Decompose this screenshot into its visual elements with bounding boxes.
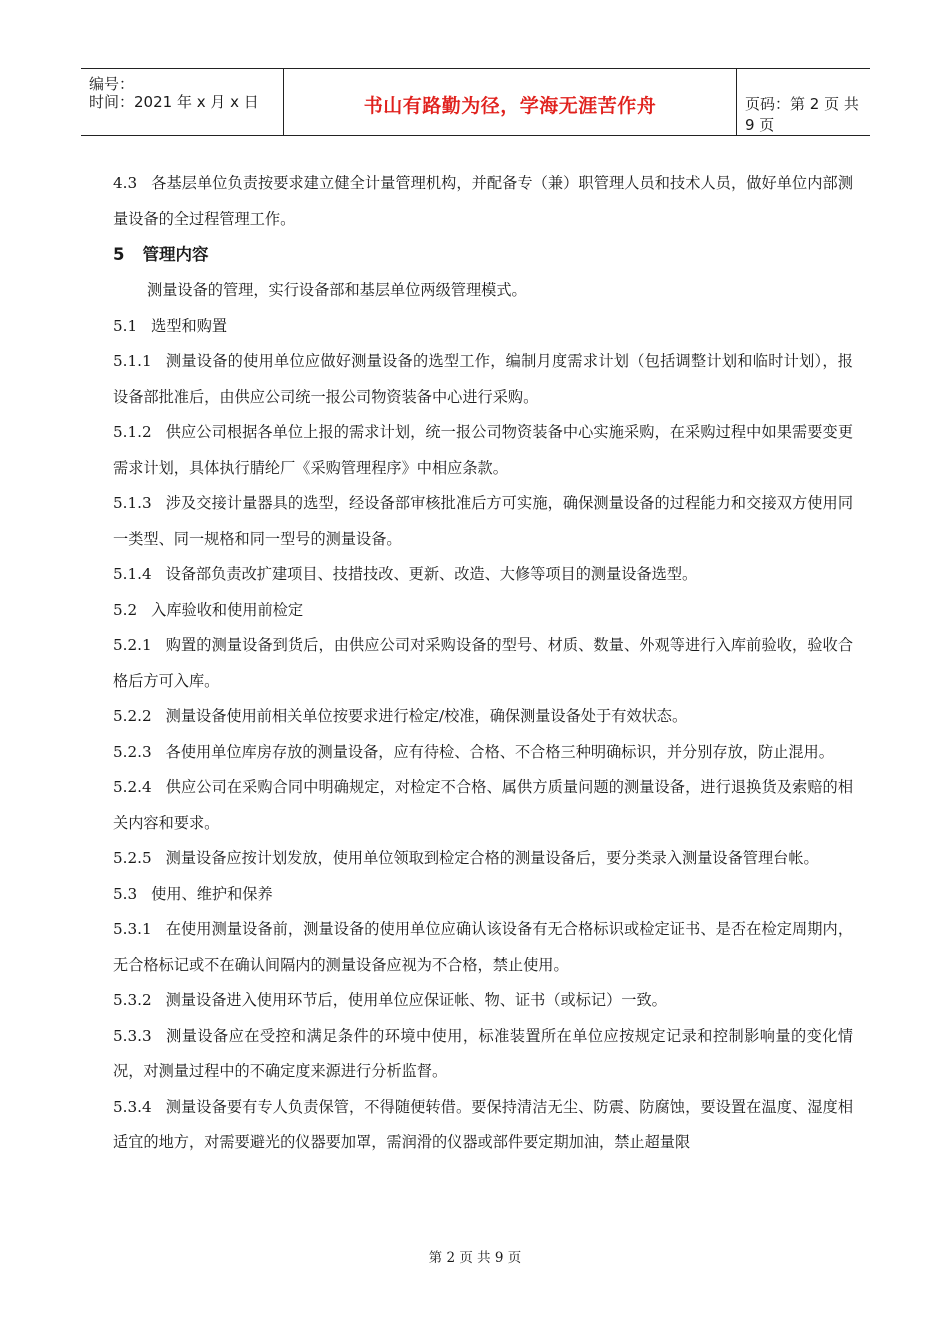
section-heading-5: 5 管理内容 bbox=[113, 245, 209, 264]
time-label: 时间：2021 年 x 月 x 日 bbox=[89, 93, 259, 111]
clause-5-2-5: 5.2.5 测量设备应按计划发放，使用单位领取到检定合格的测量设备后，要分类录入测量设备管理台帐。 bbox=[113, 849, 819, 867]
document-header bbox=[81, 68, 870, 136]
clause-5-1-3: 5.1.3 涉及交接计量器具的选型，经设备部审核批准后方可实施，确保测量设备的过程能力和交接双方使用同一类型、同一规格和同一型号的测量设备。 bbox=[113, 494, 853, 548]
code-label: 编号： bbox=[89, 75, 135, 93]
header-motto: 书山有路勤为径，学海无涯苦作舟 bbox=[363, 95, 657, 117]
subsection-5-1: 5.1 选型和购置 bbox=[113, 316, 228, 335]
clause-5-2-1: 5.2.1 购置的测量设备到货后，由供应公司对采购设备的型号、材质、数量、外观等进行入库前验收，验收合格后方可入库。 bbox=[113, 636, 853, 690]
clause-4-3: 4.3 各基层单位负责按要求建立健全计量管理机构，并配备专（兼）职管理人员和技术人员，做好单位内部测量设备的全过程管理工作。 bbox=[113, 174, 853, 228]
clause-5-3-4: 5.3.4 测量设备要有专人负责保管，不得随便转借。要保持清洁无尘、防震、防腐蚀，要设置在温度、湿度相适宜的地方，对需要避光的仪器要加罩，需润滑的仪器或部件要定期加油，禁止超量限 bbox=[113, 1097, 853, 1151]
clause-5-2-2: 5.2.2 测量设备使用前相关单位按要求进行检定/校准，确保测量设备处于有效状态。 bbox=[113, 707, 688, 725]
clause-5-1-2: 5.1.2 供应公司根据各单位上报的需求计划，统一报公司物资装备中心实施采购，在采购过程中如果需要变更需求计划，具体执行腈纶厂《采购管理程序》中相应条款。 bbox=[113, 423, 853, 477]
clause-5-2-4: 5.2.4 供应公司在采购合同中明确规定，对检定不合格、属供方质量问题的测量设备，进行退换货及索赔的相关内容和要求。 bbox=[113, 778, 853, 832]
clause-5-2-3: 5.2.3 各使用单位库房存放的测量设备，应有待检、合格、不合格三种明确标识，并分别存放，防止混用。 bbox=[113, 742, 834, 761]
subsection-5-2: 5.2 入库验收和使用前检定 bbox=[113, 600, 304, 619]
page-number-label: 页码：第 2 页 共 9 页 bbox=[745, 95, 859, 134]
document-body bbox=[113, 166, 853, 1161]
clause-5-1-1: 5.1.1 测量设备的使用单位应做好测量设备的选型工作，编制月度需求计划（包括调整计划和临时计划），报设备部批准后，由供应公司统一报公司物资装备中心进行采购。 bbox=[113, 352, 853, 406]
clause-5-3-2: 5.3.2 测量设备进入使用环节后，使用单位应保证帐、物、证书（或标记）一致。 bbox=[113, 991, 667, 1009]
page-footer: 第 2 页 共 9 页 bbox=[428, 1250, 522, 1266]
clause-5-3-3: 5.3.3 测量设备应在受控和满足条件的环境中使用，标准装置所在单位应按规定记录和控制影响量的变化情况，对测量过程中的不确定度来源进行分析监督。 bbox=[113, 1026, 853, 1080]
subsection-5-3: 5.3 使用、维护和保养 bbox=[113, 884, 273, 903]
clause-5-1-4: 5.1.4 设备部负责改扩建项目、技措技改、更新、改造、大修等项目的测量设备选型。 bbox=[113, 565, 698, 583]
header-right-cell bbox=[737, 69, 870, 135]
clause-5-3-1: 5.3.1 在使用测量设备前，测量设备的使用单位应确认该设备有无合格标识或检定证书、是否在检定周期内，无合格标记或不在确认间隔内的测量设备应视为不合格，禁止使用。 bbox=[113, 920, 853, 974]
header-center-cell bbox=[283, 69, 737, 135]
header-left-cell bbox=[81, 69, 283, 135]
section-intro: 测量设备的管理，实行设备部和基层单位两级管理模式。 bbox=[147, 281, 527, 299]
